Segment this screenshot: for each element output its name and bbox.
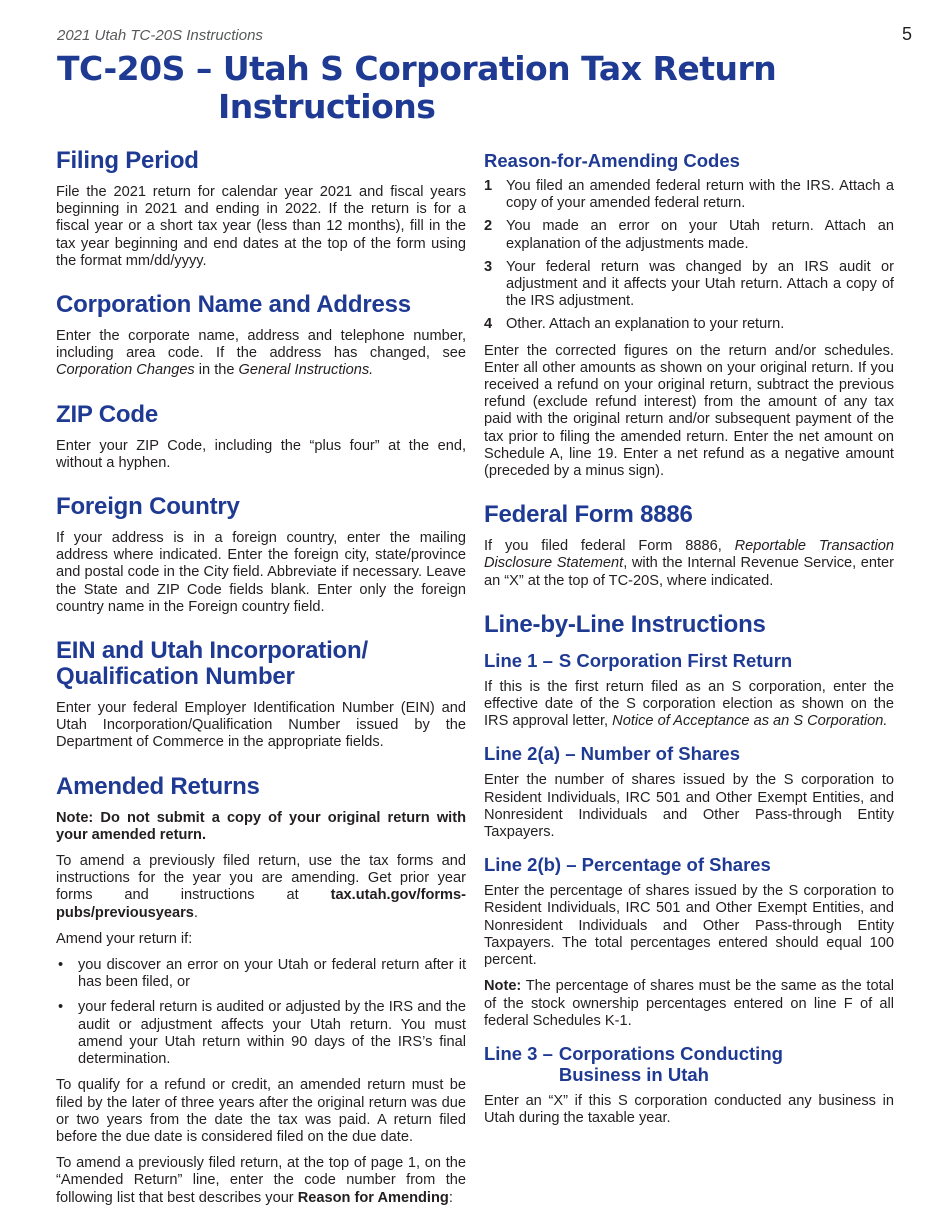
note-label: Note: [484,978,522,995]
reason-code-number: 1 [484,178,493,194]
form-8886-body [484,538,894,590]
form-8886-text-end: , with the Internal Revenue Service, enter an “X” at the top of TC-20S, where indicated. [484,555,894,589]
page-title [57,50,776,126]
notice-of-acceptance-ref: Notice of Acceptance as an S Corporation. [612,713,888,730]
amended-note: Note: Do not submit a copy of your original return with your amended return. [56,809,466,843]
list-item-text: your federal return is audited or adjusted by the IRS and the audit or adjustment affects your Utah return. You must amend your Utah return within 90 days of the IRS’s final determination. [78,999,466,1068]
foreign-country-heading: Foreign Country [56,493,240,521]
reason-for-amending-term: Reason for Amending [297,1189,449,1206]
amended-returns-section [56,774,466,1207]
filing-period-section [56,148,466,270]
amend-if-label: Amend your return if: [56,930,193,947]
form-8886-heading: Federal Form 8886 [484,501,693,529]
reason-code-number: 4 [484,316,493,333]
reason-code-item [484,218,894,252]
line-1-heading [484,650,894,671]
filing-period-body: File the 2021 return for calendar year 2021 and fiscal years beginning in 2021 and ending in 2022. If the return is for a fiscal year or a short tax year (less than 12 months), fill in the tax year beginning and end dates at the top of the form using the format mm/dd/yyyy. [56,184,466,269]
list-item-text: you discover an error on your Utah or federal return after it has been filed, or [78,957,466,991]
amended-returns-heading: Amended Returns [56,772,260,800]
name-address-heading: Corporation Name and Address [56,291,411,319]
ein-body: Enter your federal Employer Identification Number (EIN) and Utah Incorporation/Qualification Number issued by the Department of Commerce in the appropriate fields. [56,700,466,751]
line-3-title-line2: Business in Utah [558,1063,709,1085]
ein-section [56,638,466,752]
line-1-text: If this is the first return filed as an S corporation, enter the effective date of the S corporation election as shown on the IRS approval letter, [484,678,894,730]
reason-code-item [484,316,894,333]
zip-heading: ZIP Code [56,400,158,428]
line-by-line-section [484,612,894,1127]
reason-codes-body: Enter the corrected figures on the return and/or schedules. Enter all other amounts as shown on your original return. If you received a refund on your original return, subtract the previous refund (exclude refund interest) from the amount of any tax paid with the original return and/or subsequent payment of the tax prior to filing the amended return. Enter the net amount on Schedule A, line 19. Enter a net refund as a negative amount (preceded by a minus sign). [484,342,894,480]
line-3-body: Enter an “X” if this S corporation conducted any business in Utah during the taxable year. [484,1092,894,1127]
general-instructions-ref: General Instructions. [238,362,374,379]
reason-codes-list [484,178,894,334]
amended-para-1-end: . [193,904,198,921]
foreign-country-body: If your address is in a foreign country, enter the mailing address where indicated. Enter the foreign city, state/province and postal code in the City field. Abbreviate if necessary. Leave the State and ZIP Code fields blank. Enter only the foreign country name in the Foreign country field. [56,530,466,615]
bullet-icon: • [58,999,64,1016]
reason-code-number: 3 [484,258,493,275]
line-3-title [553,1043,783,1085]
form-8886-title-ref: Reportable Transaction Disclosure Statement [484,538,894,572]
list-item [56,999,466,1068]
left-column [56,148,466,1229]
corporation-changes-ref: Corporation Changes [56,362,195,379]
zip-body: Enter your ZIP Code, including the “plus four” at the end, without a hyphen. [56,437,466,471]
reason-code-text: Other. Attach an explanation to your return. [506,316,785,333]
zip-section [56,402,466,472]
reason-code-text: You made an error on your Utah return. Attach an explanation of the adjustments made. [506,218,894,252]
line-2a-heading: Line 2(a) – Number of Shares [484,743,740,765]
reason-code-item [484,259,894,311]
line-2b-note-text: The percentage of shares must be the same as the total of the stock ownership percentages entered on line F of all federal Schedules K-1. [484,978,894,1029]
ein-heading-line1: EIN and Utah Incorporation/ [56,637,368,665]
line-3-section [484,1043,894,1127]
name-address-text: Enter the corporate name, address and telephone number, including area code. If the address has changed, see [56,328,466,362]
right-column [484,150,894,1140]
amended-para-3 [56,1155,466,1207]
amended-para-1-text: To amend a previously filed return, use the tax forms and instructions for the year you are amending. Get prior year forms and instructions at [56,853,466,904]
line-2b-note [484,978,894,1030]
amended-para-2: To qualify for a refund or credit, an amended return must be filed by the later of three years after the original return was due or two years from the date the tax was paid. A return filed before the due date is considered filed on the due date. [56,1077,466,1145]
filing-period-heading: Filing Period [56,147,199,174]
line-by-line-heading: Line-by-Line Instructions [484,610,766,638]
line-2b-heading: Line 2(b) – Percentage of Shares [484,854,771,876]
line-3-number: Line 3 – [484,1042,553,1064]
form-8886-text: If you filed federal Form 8886, [484,538,735,555]
form-8886-section [484,502,894,590]
line-2b-body: Enter the percentage of shares issued by the S corporation to Resident Individuals, IRC 501 and Other Exempt Entities, and Nonresident Individuals and Other Pass-through Entity Taxpayers. The total percentages entered should equal 100 percent. [484,883,894,969]
line-1-title: S Corporation First Return [558,649,793,671]
line-3-title-line1: Corporations Conducting [558,1042,783,1064]
page-title-line2: Instructions [218,87,436,126]
line-1-body [484,679,894,731]
reason-code-text: You filed an amended federal return with the IRS. Attach a copy of your amended federal return. [506,178,894,212]
foreign-country-section [56,494,466,616]
line-1-number: Line 1 – [484,649,553,671]
ein-heading [56,638,466,690]
line-2a-section [484,743,894,841]
running-title: 2021 Utah TC-20S Instructions [57,27,263,44]
line-2a-body: Enter the number of shares issued by the S corporation to Resident Individuals, IRC 501 and Other Exempt Entities, and Nonresident Individuals and Other Pass-through Entity Taxpayers. [484,772,894,841]
name-address-text-mid: in the [194,362,239,379]
line-2b-section [484,854,894,1030]
name-address-body [56,328,466,380]
list-item [56,957,466,991]
page-title-line1: TC-20S – Utah S Corporation Tax Return [57,49,777,88]
line-3-heading [484,1043,894,1085]
reason-code-number: 2 [484,218,493,235]
reason-codes-heading: Reason-for-Amending Codes [484,150,740,171]
reason-code-item [484,178,894,212]
amended-para-1 [56,853,466,922]
reason-codes-section [484,150,894,480]
amended-para-3-end: : [448,1189,453,1206]
bullet-icon: • [58,957,64,974]
amended-para-3-text: To amend a previously filed return, at the top of page 1, on the “Amended Return” line, enter the code number from the following list that best describes your [56,1155,466,1206]
reason-code-text: Your federal return was changed by an IRS audit or adjustment and it affects your Utah return. Attach a copy of the IRS adjustment. [506,258,894,310]
page-number: 5 [901,24,912,44]
previous-years-link: tax.utah.gov/forms-pubs/previousyears [56,887,466,921]
ein-heading-line2: Qualification Number [56,663,295,691]
amend-if-list [56,957,466,1068]
line-1-section [484,650,894,731]
name-address-section [56,292,466,380]
